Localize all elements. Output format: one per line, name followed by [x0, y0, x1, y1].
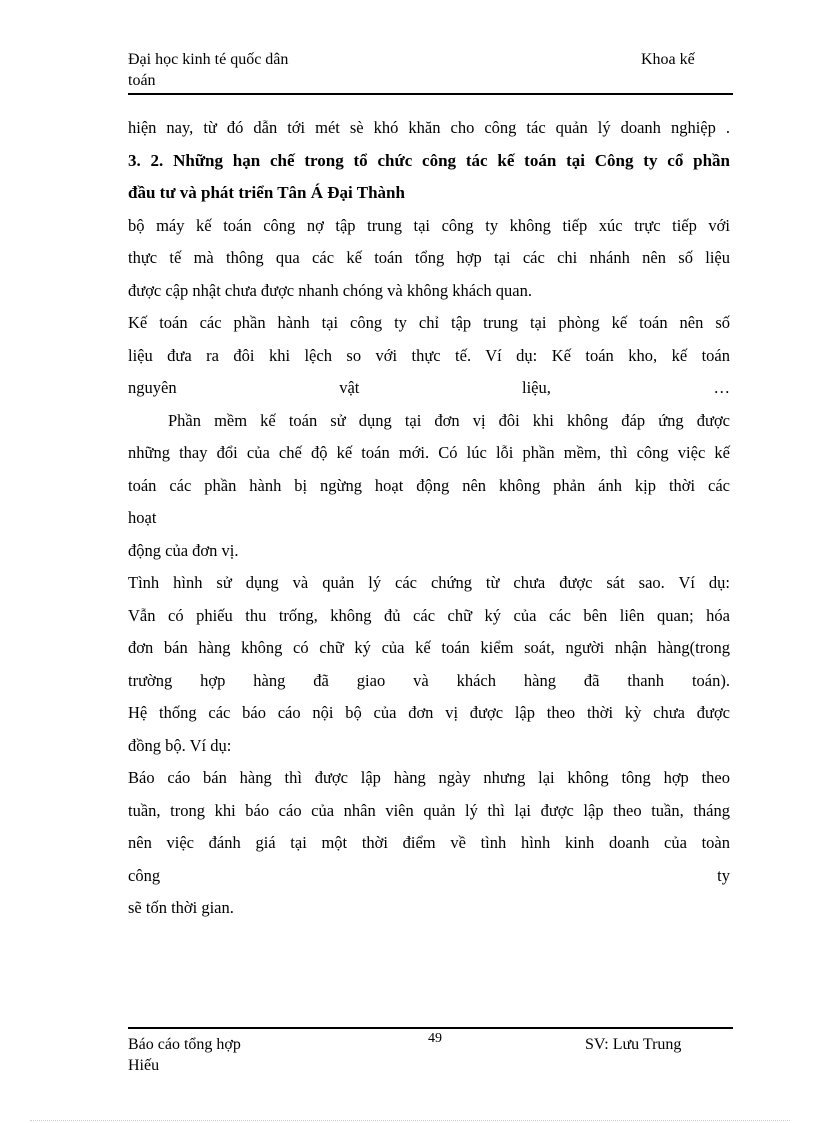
body-line: tuần, trong khi báo cáo của nhân viên quản lý thì lại được lập theo tuần, tháng: [128, 800, 730, 820]
body-line: Phần mềm kế toán sử dụng tại đơn vị đôi khi không đáp ứng được: [168, 410, 730, 430]
body-line: hiện nay, từ đó dẫn tới mét sè khó khăn cho công tác quản lý doanh nghiệp .: [128, 118, 730, 137]
body-line: bộ máy kế toán công nợ tập trung tại công ty không tiếp xúc trực tiếp với: [128, 215, 730, 235]
body-text: [128, 112, 730, 925]
body-line: Báo cáo bán hàng thì được lập hàng ngày nhưng lại không tông hợp theo: [128, 768, 730, 787]
header-continuation: toán: [128, 72, 156, 89]
body-line: động của đơn vị.: [128, 540, 239, 560]
body-line: nên việc đánh giá tại một thời điểm về tình hình kinh doanh của toàn: [128, 833, 730, 852]
body-line: Hệ thống các báo cáo nội bộ của đơn vị được lập theo thời kỳ chưa được: [128, 703, 730, 722]
header-left: [128, 49, 388, 91]
body-line: thực tế mà thông qua các kế toán tổng hợp tại các chi nhánh nên số liệu: [128, 248, 730, 267]
body-line: được cập nhật chưa được nhanh chóng và không khách quan.: [128, 280, 532, 300]
page-number: 49: [428, 1031, 442, 1046]
header-university: Đại học kinh té quốc dân: [128, 51, 289, 68]
header-faculty: Khoa kế: [641, 51, 695, 68]
body-line: đơn bán hàng không có chữ ký của kế toán kiểm soát, người nhận hàng(trong: [128, 638, 730, 657]
body-line: công ty: [128, 865, 730, 885]
body-line: toán các phần hành bị ngừng hoạt động nên không phản ánh kịp thời các: [128, 475, 730, 495]
body-line: Kế toán các phần hành tại công ty chỉ tập trung tại phòng kế toán nên số: [128, 313, 730, 332]
body-line: những thay đổi của chế độ kế toán mới. Có lúc lỗi phần mềm, thì công việc kế: [128, 443, 730, 462]
footer-report-title: Báo cáo tổng hợp: [128, 1036, 241, 1053]
body-line: Tình hình sử dụng và quản lý các chứng từ chưa được sát sao. Ví dụ:: [128, 573, 730, 592]
footer-student: SV: Lưu Trung: [585, 1036, 682, 1053]
header-rule: [128, 93, 733, 95]
body-line: nguyên vật liệu, …: [128, 378, 730, 397]
body-line: đồng bộ. Ví dụ:: [128, 735, 232, 755]
section-heading: 3. 2. Những hạn chế trong tổ chức công tác kế toán tại Công ty cổ phần: [128, 150, 730, 170]
page-edge-dotted-line: [30, 1120, 790, 1121]
body-line: liệu đưa ra đôi khi lệch so với thực tế. Ví dụ: Kế toán kho, kế toán: [128, 345, 730, 365]
body-line: Vẫn có phiếu thu trống, không đủ các chữ ký của các bên liên quan; hóa: [128, 605, 730, 625]
body-line: hoạt: [128, 508, 157, 527]
section-heading-cont: đầu tư và phát triển Tân Á Đại Thành: [128, 183, 405, 202]
footer-report-cont: Hiếu: [128, 1057, 160, 1074]
footer-rule: [128, 1027, 733, 1029]
body-line: trường hợp hàng đã giao và khách hàng đã thanh toán).: [128, 670, 730, 690]
footer-left: [128, 1034, 328, 1076]
body-line: sẽ tốn thời gian.: [128, 898, 234, 917]
